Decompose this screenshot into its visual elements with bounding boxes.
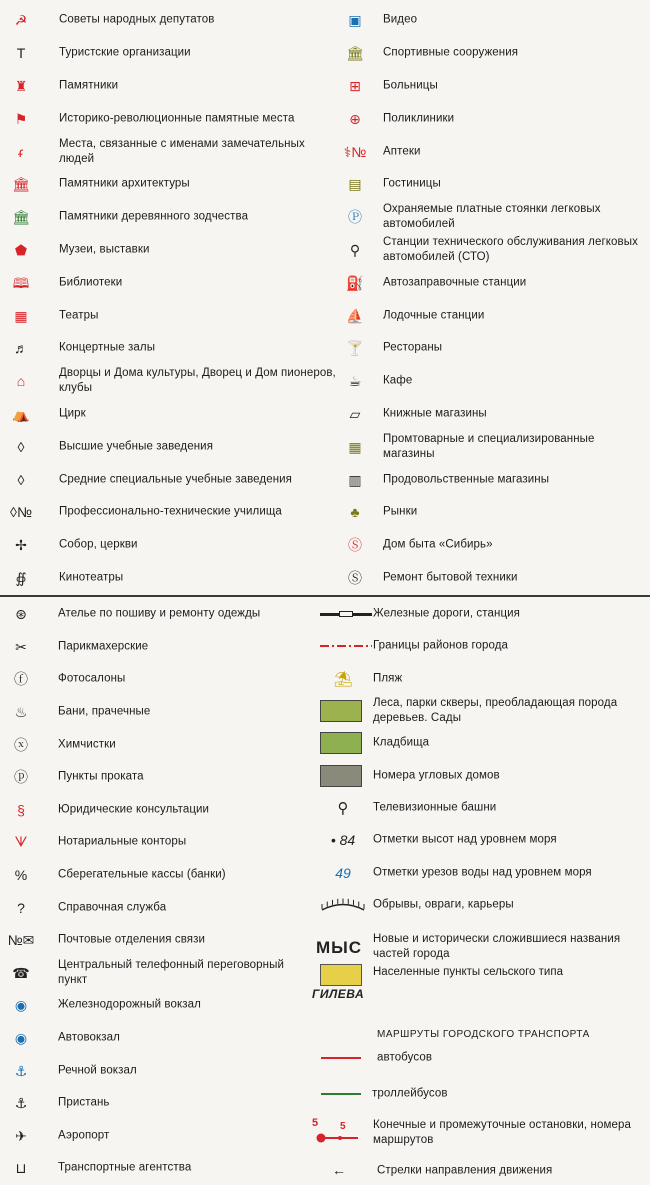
university-icon: ◊ bbox=[17, 438, 25, 455]
legend-label: Лодочные станции bbox=[383, 309, 485, 322]
transport-agency-icon: ⊔ bbox=[15, 1160, 27, 1177]
legend-item bbox=[4, 102, 334, 135]
legend-label: Ателье по пошиву и ремонту одежды bbox=[58, 607, 261, 620]
church-icon: ✢ bbox=[15, 537, 27, 554]
legend-item bbox=[4, 201, 334, 234]
legend-item bbox=[4, 234, 334, 267]
dry-cleaning-icon: ⓧ bbox=[14, 736, 28, 753]
legend-item bbox=[4, 332, 334, 365]
legend-item bbox=[4, 924, 314, 957]
legend-label: Кладбища bbox=[373, 736, 430, 749]
legend-label: Отметки высот над уровнем моря bbox=[373, 833, 557, 846]
photo-icon: ⓕ bbox=[14, 671, 28, 688]
water-level-icon: 49 bbox=[335, 864, 351, 881]
cemetery-icon bbox=[320, 732, 362, 754]
rental-icon: ⓟ bbox=[14, 769, 28, 786]
legend-label: Видео bbox=[383, 13, 418, 26]
palace-icon: ⌂ bbox=[16, 373, 26, 390]
rural-text: Населенные пункты сельского типа bbox=[373, 966, 563, 978]
mys-text: Новые и исторически сложившиеся названия частей города bbox=[373, 933, 621, 960]
legend-label: Памятники bbox=[59, 79, 119, 92]
legend-label: Поликлиники bbox=[383, 112, 455, 125]
forest-icon bbox=[320, 700, 362, 722]
legend-label: Сберегательные кассы (банки) bbox=[58, 868, 226, 881]
legend-label: Рестораны bbox=[383, 341, 443, 354]
legend-item bbox=[338, 299, 650, 332]
legend-label: Железнодорожный вокзал bbox=[58, 998, 201, 1011]
legend-item bbox=[338, 562, 650, 595]
repair-icon: Ⓢ bbox=[348, 569, 362, 586]
legend-label: Аэропорт bbox=[58, 1129, 110, 1142]
legend-column-top-right bbox=[338, 4, 650, 594]
legend-label: Пляж bbox=[373, 672, 403, 685]
elevation-icon: • 84 bbox=[330, 832, 356, 849]
legend-item bbox=[338, 430, 650, 463]
bookstore-icon: ▱ bbox=[349, 405, 361, 422]
legend-item bbox=[338, 496, 650, 529]
legend-label: Автозаправочные станции bbox=[383, 276, 527, 289]
vocational-icon: ◊№ bbox=[10, 504, 32, 521]
legend-label: Историко-революционные памятные места bbox=[59, 112, 295, 125]
restaurant-icon: 🍸 bbox=[346, 340, 364, 357]
concert-icon: ♬ bbox=[14, 340, 28, 357]
legend-item bbox=[316, 727, 650, 759]
legend-label: Концертные залы bbox=[59, 341, 156, 354]
legend-item bbox=[338, 398, 650, 431]
legend-label: Номера угловых домов bbox=[373, 769, 500, 782]
rural-swatch bbox=[320, 964, 362, 986]
legend-item bbox=[338, 4, 650, 37]
arrow-icon: ← bbox=[332, 1162, 346, 1178]
section-divider bbox=[0, 595, 650, 597]
legend-item bbox=[316, 598, 650, 630]
person-pin-icon: ᵳ bbox=[18, 143, 24, 160]
fuel-icon: ⛽ bbox=[346, 274, 364, 291]
legend-label: Гостиницы bbox=[383, 177, 441, 190]
legend-item bbox=[4, 398, 334, 431]
cafe-icon: ☕ bbox=[348, 373, 362, 390]
legend-item bbox=[338, 102, 650, 135]
legend-item bbox=[4, 891, 314, 924]
legend-label: Кафе bbox=[383, 374, 413, 387]
legend-label: Границы районов города bbox=[373, 639, 509, 652]
legend-label: Дворцы и Дома культуры, Дворец и Дом пионеров, клубы bbox=[59, 367, 336, 395]
legend-item bbox=[316, 824, 650, 856]
legend-label: Спортивные сооружения bbox=[383, 46, 519, 59]
legend-label: Охраняемые платные стоянки легковых автомобилей bbox=[383, 203, 601, 231]
corner-house-icon bbox=[320, 765, 362, 787]
legend-label: Высшие учебные заведения bbox=[59, 440, 214, 453]
legend-item bbox=[4, 631, 314, 664]
legend-item bbox=[338, 135, 650, 168]
legend-item bbox=[4, 794, 314, 827]
legend-item bbox=[338, 37, 650, 70]
stops-icon bbox=[312, 1116, 362, 1150]
legend-item bbox=[338, 234, 650, 267]
legend-label: Нотариальные конторы bbox=[58, 835, 187, 848]
wooden-architecture-icon: 🏛 bbox=[12, 209, 30, 226]
tailor-icon: ⊛ bbox=[15, 606, 27, 623]
video-icon: ▣ bbox=[348, 12, 362, 29]
legend-column-bottom-left bbox=[4, 598, 314, 1185]
legend-label: Бани, прачечные bbox=[58, 705, 151, 718]
monument-icon: ♜ bbox=[14, 77, 28, 94]
tourist-box-icon: Т bbox=[16, 45, 26, 62]
goods-store-icon: ▦ bbox=[348, 438, 362, 455]
legend-item bbox=[4, 1054, 314, 1087]
legend-label: Ремонт бытовой техники bbox=[383, 571, 518, 584]
legend-item bbox=[4, 1120, 314, 1153]
legend-label: Отметки урезов воды над уровнем моря bbox=[373, 866, 592, 879]
transport-title: МАРШРУТЫ ГОРОДСКОГО ТРАНСПОРТА bbox=[377, 1029, 590, 1040]
district-border-icon bbox=[320, 645, 372, 647]
airport-icon: ✈ bbox=[15, 1127, 27, 1144]
legend-item bbox=[316, 695, 650, 727]
legend-label: Пункты проката bbox=[58, 770, 144, 783]
museum-icon: ⬟ bbox=[14, 241, 28, 258]
legend-label: Дом быта «Сибирь» bbox=[383, 538, 493, 551]
legend-item bbox=[4, 37, 334, 70]
legend-item bbox=[4, 761, 314, 794]
legend-label: Леса, парки скверы, преобладающая порода деревьев. Сады bbox=[373, 697, 618, 725]
bath-icon: ♨ bbox=[14, 704, 28, 721]
legend-label: Рынки bbox=[383, 505, 418, 518]
bus-line-icon bbox=[321, 1057, 361, 1059]
legend-label: Собор, церкви bbox=[59, 538, 138, 551]
legend-label: Аптеки bbox=[383, 145, 421, 158]
arrow-label: Стрелки направления движения bbox=[377, 1164, 553, 1177]
district-names-row bbox=[316, 932, 650, 962]
architecture-icon: 🏛 bbox=[12, 176, 30, 193]
legend-item bbox=[338, 70, 650, 103]
stops-label: Конечные и промежуточные остановки, номера маршрутов bbox=[373, 1119, 631, 1146]
legend-item bbox=[4, 1087, 314, 1120]
legend-label: Фотосалоны bbox=[58, 672, 126, 685]
legend-label: Автовокзал bbox=[58, 1031, 120, 1044]
legend-item bbox=[338, 529, 650, 562]
pharmacy-icon: ⚕№ bbox=[343, 143, 367, 160]
trolley-label: троллейбусов bbox=[372, 1087, 448, 1100]
river-port-icon: ⚓ bbox=[14, 1062, 28, 1079]
theatre-icon: ▦ bbox=[14, 307, 28, 324]
legend-item bbox=[4, 728, 314, 761]
legend-item bbox=[316, 630, 650, 662]
flag-icon: ⚑ bbox=[14, 110, 28, 127]
railway-station-icon: ◉ bbox=[14, 997, 28, 1014]
legend-label: Речной вокзал bbox=[58, 1064, 137, 1077]
legend-label: Театры bbox=[59, 309, 99, 322]
telephone-icon: ☎ bbox=[12, 964, 30, 981]
legend-label: Парикмахерские bbox=[58, 640, 149, 653]
legend-label: Памятники деревянного зодчества bbox=[59, 210, 249, 223]
legend-label: Средние специальные учебные заведения bbox=[59, 473, 293, 486]
tv-tower-icon: ⚲ bbox=[337, 799, 349, 817]
legal-icon: § bbox=[17, 801, 25, 818]
legend-label: Химчистки bbox=[58, 738, 116, 751]
legend-label: Промтоварные и специализированные магазины bbox=[383, 432, 595, 460]
legend-item bbox=[4, 529, 334, 562]
legend-column-bottom-right bbox=[312, 598, 650, 1185]
legend-item bbox=[4, 70, 334, 103]
legend-item bbox=[338, 365, 650, 398]
sport-icon: 🏛 bbox=[346, 45, 364, 62]
legend-label: Цирк bbox=[59, 407, 86, 420]
mys-label: МЫС bbox=[316, 938, 363, 957]
legend-label: Библиотеки bbox=[59, 276, 123, 289]
hammer-sickle-icon: ☭ bbox=[14, 12, 28, 29]
legend-item bbox=[4, 496, 334, 529]
legend-item bbox=[316, 792, 650, 824]
legend-label: Юридические консультации bbox=[58, 803, 210, 816]
hospital-icon: ⊞ bbox=[349, 77, 361, 94]
post-icon: №✉ bbox=[7, 932, 35, 949]
legend-item bbox=[338, 168, 650, 201]
trolley-route-row bbox=[316, 1084, 650, 1104]
savings-icon: % bbox=[14, 867, 28, 884]
book-icon: 🕮 bbox=[12, 274, 30, 291]
legend-item bbox=[4, 1152, 314, 1185]
legend-label: Станции технического обслуживания легковых автомобилей (СТО) bbox=[383, 235, 638, 263]
legend-label: Телевизионные башни bbox=[373, 801, 497, 814]
legend-item bbox=[4, 562, 334, 595]
trolley-line-icon bbox=[321, 1093, 361, 1095]
sibir-icon: Ⓢ bbox=[348, 537, 362, 554]
stop-number-a: 5 bbox=[312, 1117, 319, 1129]
legend-item bbox=[4, 299, 334, 332]
legend-item bbox=[4, 168, 334, 201]
barber-icon: ✂ bbox=[15, 638, 27, 655]
legend-label: Железные дороги, станция bbox=[373, 607, 521, 620]
legend-item bbox=[4, 266, 334, 299]
legend-label: Транспортные агентства bbox=[58, 1161, 192, 1174]
stop-number-b: 5 bbox=[340, 1121, 346, 1132]
clinic-icon: ⊕ bbox=[349, 110, 361, 127]
college-icon: ◊ bbox=[17, 471, 25, 488]
legend-label: Пристань bbox=[58, 1096, 110, 1109]
legend-item bbox=[4, 957, 314, 990]
legend-item bbox=[338, 201, 650, 234]
legend-item bbox=[4, 463, 334, 496]
legend-item bbox=[4, 859, 314, 892]
legend-item bbox=[4, 663, 314, 696]
legend-item bbox=[4, 365, 334, 398]
legend-label: Почтовые отделения связи bbox=[58, 933, 206, 946]
legend-item bbox=[4, 598, 314, 631]
legend-label: Профессионально-технические училища bbox=[59, 505, 282, 518]
rural-row bbox=[312, 964, 650, 1006]
hotel-icon: ▤ bbox=[348, 176, 362, 193]
railway-icon bbox=[320, 611, 372, 617]
info-icon: ? bbox=[17, 899, 25, 916]
legend-item bbox=[4, 696, 314, 729]
legend-label: Кинотеатры bbox=[59, 571, 124, 584]
bus-label: автобусов bbox=[377, 1051, 433, 1064]
legend-item bbox=[316, 889, 650, 921]
bus-station-icon: ◉ bbox=[14, 1030, 28, 1047]
legend-item bbox=[4, 4, 334, 37]
legend-label: Продовольственные магазины bbox=[383, 473, 550, 486]
legend-column-top-left bbox=[4, 4, 334, 594]
legend-item bbox=[316, 856, 650, 888]
cliff-icon bbox=[320, 897, 366, 913]
legend-item bbox=[338, 266, 650, 299]
legend-item bbox=[4, 989, 314, 1022]
legend-item bbox=[4, 430, 334, 463]
legend-label: Справочная служба bbox=[58, 901, 167, 914]
legend-item bbox=[338, 463, 650, 496]
legend-item bbox=[4, 135, 334, 168]
bus-route-row bbox=[316, 1048, 650, 1068]
legend-item bbox=[316, 663, 650, 695]
circus-icon: ⛺ bbox=[12, 405, 30, 422]
market-icon: ♣ bbox=[350, 504, 360, 521]
legend-item bbox=[316, 760, 650, 792]
legend-label: Места, связанные с именами замечательных людей bbox=[59, 137, 305, 165]
legend-label: Обрывы, овраги, карьеры bbox=[373, 898, 514, 911]
notary-icon: ᗐ bbox=[14, 834, 28, 851]
legend-label: Центральный телефонный переговорный пункт bbox=[58, 958, 285, 986]
legend-label: Музеи, выставки bbox=[59, 243, 150, 256]
legend-label: Советы народных депутатов bbox=[59, 13, 215, 26]
gileva-label: ГИЛЕВА bbox=[312, 987, 365, 1001]
legend-item bbox=[338, 332, 650, 365]
pier-icon: ⚓ bbox=[14, 1095, 28, 1112]
boat-station-icon: ⛵ bbox=[346, 307, 364, 324]
cinema-icon: ∯ bbox=[15, 569, 27, 586]
beach-icon: ⛱ bbox=[333, 670, 353, 688]
legend-item bbox=[4, 1022, 314, 1055]
legend-label: Больницы bbox=[383, 79, 438, 92]
legend-label: Книжные магазины bbox=[383, 407, 487, 420]
stops-row bbox=[312, 1116, 650, 1150]
grocery-icon: ▥ bbox=[348, 471, 362, 488]
parking-icon: Ⓟ bbox=[348, 209, 362, 226]
legend-label: Памятники архитектуры bbox=[59, 177, 190, 190]
legend-item bbox=[4, 826, 314, 859]
legend-label: Туристские организации bbox=[59, 46, 191, 59]
service-station-icon: ⚲ bbox=[349, 241, 361, 258]
arrow-row bbox=[316, 1161, 650, 1181]
